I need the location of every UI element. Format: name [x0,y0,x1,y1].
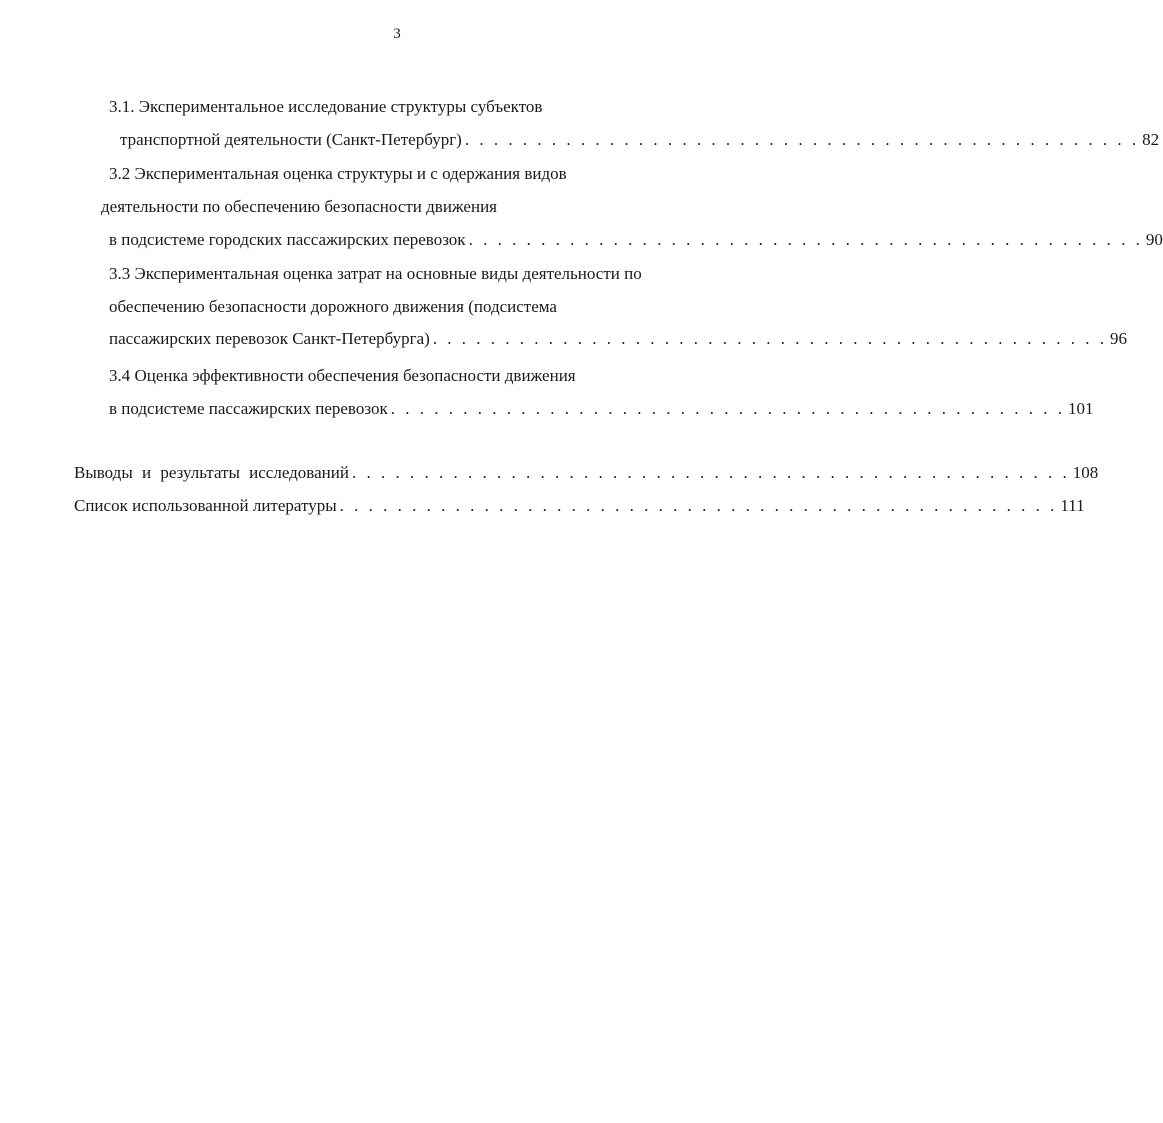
toc-entry-text: транспортной деятельности (Санкт-Петербург) [120,130,462,149]
toc-entry-3-3-line-2 [109,296,557,318]
leader-dots: . . . . . . . . . . . . . . . . . . . . . . . . . . . . . . . . . . . . . . . . . . . . . . . [432,329,1108,348]
toc-entry-3-1-line-1 [109,96,542,118]
toc-page-number: 90 [1145,230,1163,249]
toc-entry-3-2-line-1 [109,163,567,185]
toc-entry-text: Список использованной литературы [74,496,337,515]
toc-entry-3-2-line-2 [101,196,497,218]
toc-entry-3-1-line-2[interactable] [120,129,1160,151]
toc-page-number: 101 [1067,399,1094,418]
toc-entry-3-3-line-1 [109,263,642,285]
toc-entry-3-3-line-3[interactable] [109,328,1128,350]
toc-entry-text: 3.3 Экспериментальная оценка затрат на основные виды деятельности по [109,264,642,283]
toc-entry-text: 3.4 Оценка эффективности обеспечения безопасности движения [109,366,576,385]
toc-entry-text: Выводы и результаты исследований [74,463,349,482]
toc-entry-text: 3.2 Экспериментальная оценка структуры и с одержания видов [109,164,567,183]
toc-page-number: 108 [1072,463,1099,482]
toc-entry-text: в подсистеме городских пассажирских перевозок [109,230,466,249]
toc-entry-text: обеспечению безопасности дорожного движения (подсистема [109,297,557,316]
toc-entry-text: в подсистеме пассажирских перевозок [109,399,388,418]
leader-dots: . . . . . . . . . . . . . . . . . . . . . . . . . . . . . . . . . . . . . . . . . . . . . . . . . . [339,496,1058,515]
leader-dots: . . . . . . . . . . . . . . . . . . . . . . . . . . . . . . . . . . . . . . . . . . . . . . . [390,399,1065,418]
toc-entry-3-4-line-1 [109,365,576,387]
toc-entry-references[interactable] [74,495,1085,517]
toc-entry-text: пассажирских перевозок Санкт-Петербурга) [109,329,430,348]
leader-dots: . . . . . . . . . . . . . . . . . . . . . . . . . . . . . . . . . . . . . . . . . . . . . . . [468,230,1143,249]
toc-page-number: 111 [1060,496,1085,515]
toc-entry-text: деятельности по обеспечению безопасности движения [101,197,497,216]
toc-page-number: 96 [1110,329,1128,348]
toc-entry-3-4-line-2[interactable] [109,398,1094,420]
toc-page-number: 82 [1142,130,1160,149]
toc-entry-3-2-line-3[interactable] [109,229,1163,251]
toc-entry-conclusions[interactable] [74,462,1099,484]
toc-entry-text: 3.1. Экспериментальное исследование структуры субъектов [109,97,543,116]
leader-dots: . . . . . . . . . . . . . . . . . . . . . . . . . . . . . . . . . . . . . . . . . . . . . . . . . . [351,463,1070,482]
page-number: 3 [393,26,401,42]
leader-dots: . . . . . . . . . . . . . . . . . . . . . . . . . . . . . . . . . . . . . . . . . . . . . . . [464,130,1140,149]
